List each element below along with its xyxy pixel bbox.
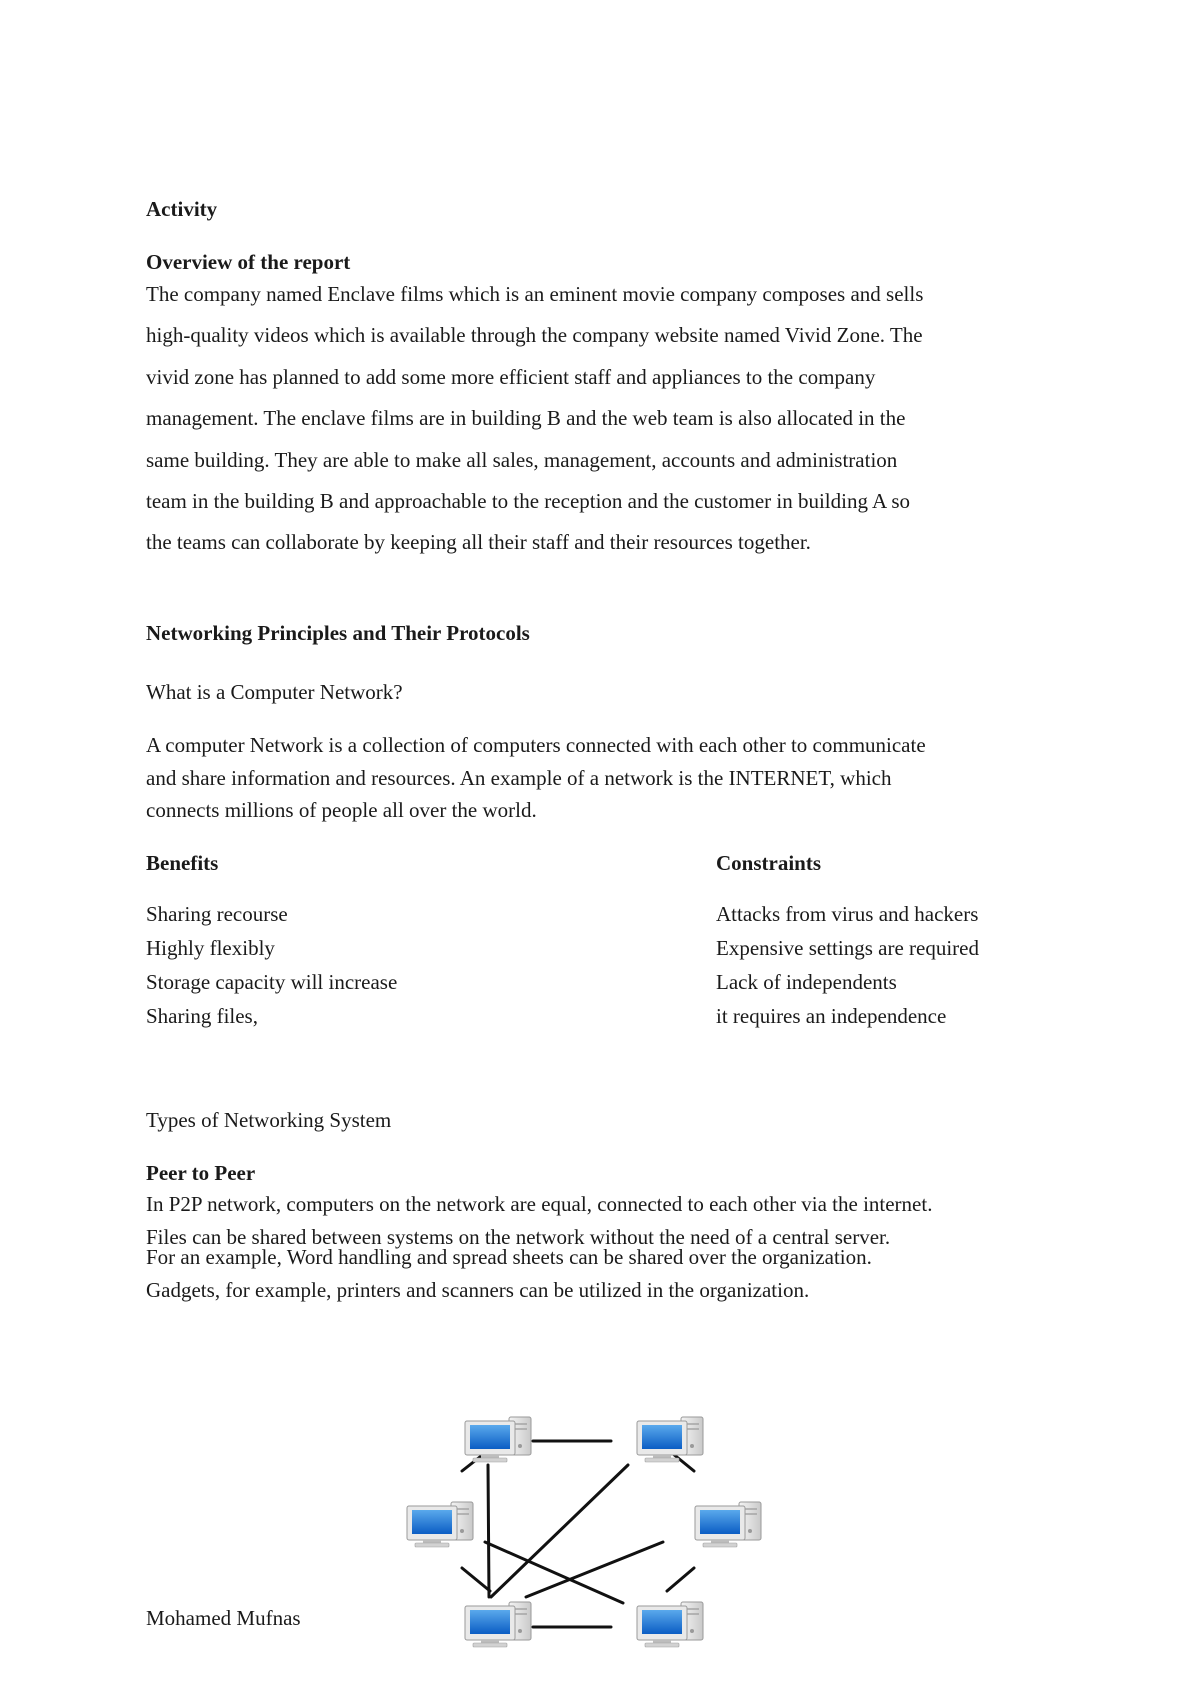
constraints-list — [716, 897, 979, 1033]
network-question: What is a Computer Network? — [146, 680, 403, 704]
constraints-heading: Constraints — [716, 851, 822, 875]
peer-to-peer-diagram — [380, 1415, 780, 1670]
paragraph-line: Files can be shared between systems on the network without the need of a central server. — [146, 1224, 891, 1249]
paragraph-line: same building. They are able to make all sales, management, accounts and administration — [146, 447, 898, 472]
computer-icon — [637, 1417, 703, 1462]
computer-icon — [695, 1502, 761, 1547]
network-links — [462, 1441, 694, 1627]
list-item: Attacks from virus and hackers — [716, 902, 979, 926]
paragraph-line: high-quality videos which is available through the company website named Vivid Zone. The — [146, 323, 923, 348]
list-item: Lack of independents — [716, 970, 897, 994]
benefits-heading: Benefits — [146, 851, 219, 875]
list-item: it requires an independence — [716, 1004, 947, 1028]
benefits-list — [146, 897, 397, 1033]
paragraph-line: connects millions of people all over the world. — [146, 798, 537, 822]
network-link — [488, 1465, 489, 1597]
paragraph-line: In P2P network, computers on the network are equal, connected to each other via the internet. — [146, 1192, 933, 1216]
network-link — [667, 1568, 694, 1591]
types-heading: Types of Networking System — [146, 1108, 392, 1132]
overview-heading: Overview of the report — [146, 250, 351, 274]
p2p-example — [146, 1241, 1066, 1306]
paragraph-line: Gadgets, for example, printers and scanners can be utilized in the organization. — [146, 1277, 810, 1302]
computer-icon — [637, 1602, 703, 1647]
computer-icon — [465, 1417, 531, 1462]
paragraph-line: management. The enclave films are in building B and the web team is also allocated in the — [146, 406, 906, 431]
network-link — [485, 1542, 623, 1603]
paragraph-line: team in the building B and approachable to the reception and the customer in building A so — [146, 488, 910, 513]
paragraph-line: For an example, Word handling and spread sheets can be shared over the organization. — [146, 1245, 872, 1269]
activity-title: Activity — [146, 197, 218, 221]
paragraph-line: vivid zone has planned to add some more efficient staff and appliances to the company — [146, 364, 876, 389]
p2p-heading: Peer to Peer — [146, 1161, 256, 1185]
networking-heading: Networking Principles and Their Protocols — [146, 621, 530, 645]
network-link — [491, 1465, 628, 1597]
list-item: Highly flexibly — [146, 936, 275, 960]
list-item: Expensive settings are required — [716, 936, 979, 960]
computer-icon — [407, 1502, 473, 1547]
network-link — [462, 1568, 490, 1591]
author-name: Mohamed Mufnas — [146, 1606, 301, 1630]
paragraph-line: The company named Enclave films which is an eminent movie company composes and sells — [146, 282, 924, 306]
list-item: Sharing files, — [146, 1004, 258, 1028]
computer-icon — [465, 1602, 531, 1647]
paragraph-line: the teams can collaborate by keeping all their staff and their resources together. — [146, 530, 811, 555]
list-item: Sharing recourse — [146, 902, 288, 926]
list-item: Storage capacity will increase — [146, 970, 398, 994]
network-definition — [146, 729, 1066, 827]
paragraph-line: A computer Network is a collection of computers connected with each other to communicate — [146, 733, 926, 757]
paragraph-line: and share information and resources. An example of a network is the INTERNET, which — [146, 765, 892, 790]
overview-paragraph — [146, 274, 1066, 564]
